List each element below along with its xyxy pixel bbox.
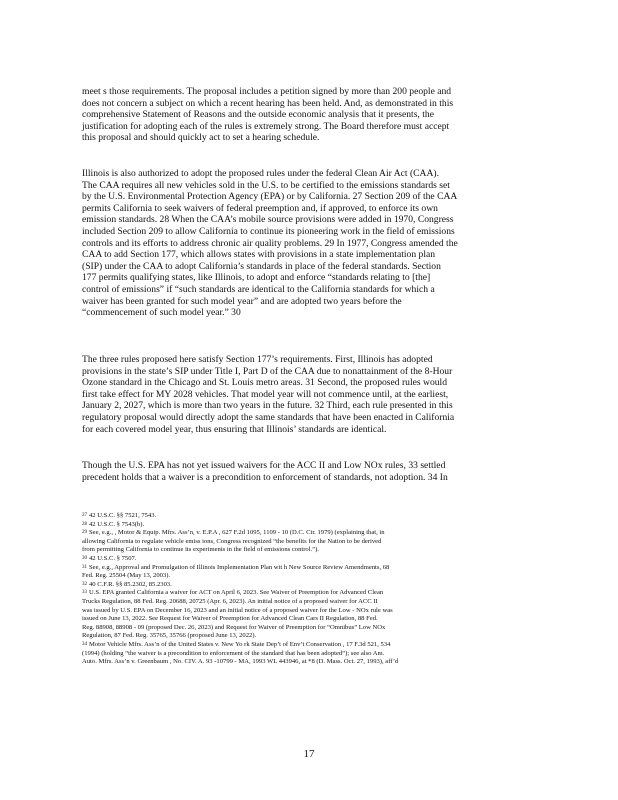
text-line: control of emissions” if “such standards are identical to the California standards for which a bbox=[82, 283, 435, 295]
footnote-text: was issued by U.S. EPA on December 16, 2023 and an initial notice of a proposed waiver for the Low - NOx rule was bbox=[82, 606, 393, 614]
footnote bbox=[82, 581, 532, 590]
footnote-text: allowing California to regulate vehicle emiss ions, Congress recognized “the benefits for the Nation to be derived bbox=[82, 537, 382, 545]
footnote-number: 31 bbox=[82, 564, 87, 570]
footnote-continuation bbox=[82, 658, 532, 667]
footnote bbox=[82, 529, 532, 538]
text-line: by the U.S. Environmental Protection Agency (EPA) or by California. 27 Section 209 of the CAA bbox=[82, 191, 458, 203]
footnote-text: Motor Vehicle Mfrs. Ass’n of the United States v. New Yo rk State Dep’t of Env’t Conservation , 17 F.3d 521, 534 bbox=[89, 640, 391, 648]
footnote-number: 27 bbox=[82, 513, 87, 518]
text-line: regulatory proposal would directly adopt the same standards that have been enacted in California bbox=[82, 411, 455, 423]
text-line: does not concern a subject on which a recent hearing has been held. And, as demonstrated in this bbox=[82, 97, 454, 109]
footnote-continuation bbox=[82, 607, 532, 616]
text-line: waiver has been granted for such model year” and are adopted two years before the bbox=[82, 295, 402, 307]
paragraph-section-177 bbox=[82, 354, 502, 435]
footnote-text: See, e.g., , Motor & Equip. Mfrs. Ass’n, v. E.P.A , 627 F.2d 1095, 1109 - 10 (D.C. Cir. 1979) (explaining that, in bbox=[89, 529, 385, 537]
footnote bbox=[82, 521, 532, 530]
footnote-text: Fed. Reg. 25504 (May 13, 2003). bbox=[82, 572, 171, 580]
text-line: this proposal and should quickly act to set a hearing schedule. bbox=[82, 132, 320, 144]
footnote-text: See, e.g., Approval and Promulgation of Illinois Implementation Plan wit h New Source Review Amendments, 68 bbox=[89, 563, 390, 571]
footnote-number: 28 bbox=[82, 521, 87, 527]
footnote-text: issued on June 13, 2022. See Request for Waiver of Preemption for Advanced Clean Cars II Regulation, 88 Fed. bbox=[82, 615, 378, 623]
footnote bbox=[82, 564, 532, 573]
footnote-text: from permitting California to continue its experiments in the field of emissions control.”). bbox=[82, 546, 319, 554]
footnote-text: 40 C.F.R. §§ 85.2302, 85.2303. bbox=[89, 580, 172, 588]
footnote-text: 42 U.S.C. §§ 7521, 7543. bbox=[89, 512, 157, 519]
footnote-continuation bbox=[82, 546, 532, 555]
paragraph-requirements bbox=[82, 86, 502, 144]
footnote-number: 29 bbox=[82, 530, 87, 536]
text-line: controls and its efforts to address chronic air quality problems. 29 In 1977, Congress amended the bbox=[82, 237, 458, 249]
text-line: meet s those requirements. The proposal includes a petition signed by more than 200 people and bbox=[82, 86, 452, 97]
footnote-number: 32 bbox=[82, 581, 87, 587]
text-line: January 2, 2027, which is more than two years in the future. 32 Third, each rule presented in this bbox=[82, 400, 453, 412]
footnote-continuation bbox=[82, 538, 532, 547]
text-line: The CAA requires all new vehicles sold in the U.S. to be certified to the emissions standards set bbox=[82, 179, 450, 191]
footnote bbox=[82, 512, 532, 521]
footnote-text: Regulation, 87 Fed. Reg. 35765, 35766 (proposed June 13, 2022). bbox=[82, 632, 257, 640]
footnote-text: Reg. 88908, 88908 - 09 (proposed Dec. 26, 2023) and Request for Waiver of Preemption for “Omnibus” Low NOx bbox=[82, 623, 386, 631]
text-line: included Section 209 to allow California to continue its pioneering work in the field of emissions bbox=[82, 225, 455, 237]
footnote-continuation bbox=[82, 624, 532, 633]
footnotes bbox=[82, 512, 532, 667]
footnote-text: 42 U.S.C. § 7543(b). bbox=[89, 520, 145, 528]
footnote bbox=[82, 641, 532, 650]
footnote bbox=[82, 555, 532, 564]
text-line: “commencement of such model year.” 30 bbox=[82, 307, 241, 319]
text-line: The three rules proposed here satisfy Section 177’s requirements. First, Illinois has adopted bbox=[82, 354, 433, 365]
text-line: justification for adopting each of the rules is extremely strong. The Board therefore must accept bbox=[82, 120, 450, 132]
text-line: Illinois is also authorized to adopt the proposed rules under the federal Clean Air Act (CAA). bbox=[82, 168, 440, 179]
text-line: permits California to seek waivers of federal preemption and, if approved, to enforce its own bbox=[82, 202, 438, 214]
footnote-number: 34 bbox=[82, 641, 87, 647]
text-line: first take effect for MY 2028 vehicles. That model year will not commence until, at the earliest, bbox=[82, 388, 449, 400]
text-line: Though the U.S. EPA has not yet issued waivers for the ACC II and Low NOx rules, 33 settled bbox=[82, 460, 446, 471]
footnote-number: 30 bbox=[82, 555, 87, 561]
text-line: for each covered model year, thus ensuring that Illinois’ standards are identical. bbox=[82, 423, 387, 435]
text-line: Ozone standard in the Chicago and St. Louis metro areas. 31 Second, the proposed rules would bbox=[82, 377, 448, 389]
footnote-continuation bbox=[82, 632, 532, 641]
page-number: 17 bbox=[303, 748, 315, 760]
text-line: CAA to add Section 177, which allows states with provisions in a state implementation plan bbox=[82, 249, 436, 261]
footnote bbox=[82, 589, 532, 598]
footnote-continuation bbox=[82, 615, 532, 624]
text-line: emission standards. 28 When the CAA’s mobile source provisions were added in 1970, Congress bbox=[82, 214, 454, 226]
footnote-continuation bbox=[82, 572, 532, 581]
text-line: provisions in the state’s SIP under Title I, Part D of the CAA due to nonattainment of the 8-Hour bbox=[82, 365, 453, 377]
text-line: comprehensive Statement of Reasons and the outside economic analysis that it presents, the bbox=[82, 109, 434, 121]
footnote-text: Auto. Mfrs. Ass’n v. Greenbaum , No. CIV. A. 93 -10799 - MA, 1993 WL 443946, at *8 (D. Mass. Oct. 27, 1993), aff’d bbox=[82, 658, 399, 666]
footnote-number: 33 bbox=[82, 590, 87, 596]
text-line: 177 permits qualifying states, like Illinois, to adopt and enforce “standards relating to [the] bbox=[82, 272, 431, 284]
text-line: (SIP) under the CAA to adopt California’s standards in place of the federal standards. Section bbox=[82, 260, 441, 272]
text-line: precedent holds that a waiver is a precondition to enforcement of standards, not adoption. 34 In bbox=[82, 471, 448, 483]
footnote-continuation bbox=[82, 650, 532, 659]
paragraph-waiver bbox=[82, 460, 502, 483]
paragraph-clean-air-act bbox=[82, 168, 502, 319]
footnote-text: Trucks Regulation, 88 Fed. Reg. 20688, 20725 (Apr. 6, 2023). An initial notice of a proposed waiver for ACC II bbox=[82, 597, 378, 605]
footnote-continuation bbox=[82, 598, 532, 607]
footnote-text: U.S. EPA granted California a waiver for ACT on April 6, 2023. See Waiver of Preemption for Advanced Clean bbox=[89, 589, 384, 597]
footnote-text: 42 U.S.C. § 7507. bbox=[89, 554, 137, 562]
footnote-text: (1994) (holding “the waiver is a precondition to enforcement of the standard that has been adopted”); see also Am. bbox=[82, 649, 385, 657]
